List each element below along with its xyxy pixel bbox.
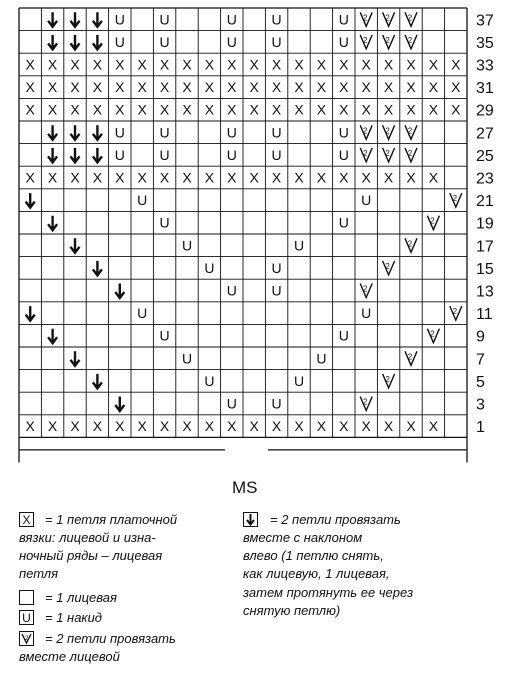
garter-stitch-cell: X (25, 169, 35, 186)
yarn-over-cell: U (159, 11, 170, 28)
knit-two-together-digit: 2 (385, 261, 390, 271)
yarn-over-cell: U (159, 146, 170, 163)
row-number-label: 13 (476, 283, 494, 301)
yarn-over-cell: U (114, 124, 125, 141)
knit-two-together-digit: 2 (407, 148, 413, 158)
yarn-over-cell: U (114, 11, 125, 28)
knit-two-together-digit: 2 (385, 13, 390, 23)
garter-stitch-cell: X (115, 418, 125, 435)
garter-stitch-cell: X (70, 56, 80, 73)
slip-knit-pass-icon (48, 35, 57, 50)
garter-stitch-cell: X (316, 79, 327, 96)
garter-stitch-cell: X (361, 101, 371, 118)
row-number-label: 37 (476, 12, 494, 30)
row-number-label: 27 (476, 125, 494, 143)
yarn-over-cell: U (226, 33, 237, 50)
knit-two-together-icon (20, 632, 33, 645)
knit-two-together-digit: 2 (385, 374, 390, 384)
garter-stitch-cell: X (159, 56, 170, 73)
garter-stitch-cell: X (47, 79, 58, 96)
garter-stitch-cell: X (70, 101, 80, 118)
knit-two-together-digit: 2 (385, 126, 390, 136)
garter-stitch-cell: X (428, 56, 439, 73)
slip-knit-pass-icon (26, 306, 35, 321)
garter-stitch-cell: X (137, 56, 147, 73)
slip-knit-pass-icon (48, 329, 57, 344)
garter-stitch-cell: X (25, 418, 35, 435)
row-number-label: 29 (476, 102, 494, 120)
garter-stitch-cell: X (204, 418, 215, 435)
garter-stitch-cell: X (361, 169, 371, 186)
slip-knit-pass-icon (244, 513, 257, 526)
garter-stitch-cell: X (204, 101, 215, 118)
garter-stitch-cell: X (339, 56, 349, 73)
yarn-over-cell: U (114, 146, 125, 163)
legend-v-line-4: как лицевую, 1 лицевая, (243, 566, 390, 581)
legend-y-line-2: вместе лицевой (19, 649, 120, 664)
legend-v-line-5: затем протянуть ее через (243, 585, 414, 600)
legend-x-symbol: X (19, 512, 34, 527)
knit-two-together-digit: 2 (452, 307, 458, 317)
garter-stitch-cell: X (316, 169, 327, 186)
slip-knit-pass-icon (93, 261, 102, 276)
row-number-label: 23 (476, 170, 494, 188)
garter-stitch-cell: X (383, 56, 394, 73)
knit-two-together-digit: 2 (385, 148, 390, 158)
yarn-over-cell: U (226, 395, 237, 412)
yarn-over-cell: U (204, 259, 215, 276)
row-number-label: 15 (476, 260, 494, 278)
knit-two-together-digit: 2 (407, 352, 413, 362)
garter-stitch-cell: X (361, 418, 371, 435)
garter-stitch-cell: X (428, 101, 439, 118)
legend-v-symbol (243, 512, 258, 527)
garter-stitch-cell: X (159, 418, 170, 435)
garter-stitch-cell: X (383, 101, 394, 118)
garter-stitch-cell: X (271, 169, 282, 186)
garter-stitch-cell: X (137, 169, 147, 186)
legend-x-line-3: ночный ряды – лицевая (19, 548, 163, 563)
garter-stitch-cell: X (339, 101, 349, 118)
garter-stitch-cell: X (92, 418, 103, 435)
garter-stitch-cell: X (316, 56, 327, 73)
garter-stitch-cell: X (406, 101, 416, 118)
slip-knit-pass-icon (71, 351, 80, 366)
garter-stitch-cell: X (47, 56, 58, 73)
knit-two-together-digit: 2 (362, 126, 368, 136)
garter-stitch-cell: X (137, 101, 147, 118)
garter-stitch-cell: X (47, 101, 58, 118)
garter-stitch-cell: X (361, 79, 371, 96)
legend-y-symbol (19, 631, 34, 646)
yarn-over-cell: U (271, 395, 282, 412)
knit-two-together-digit: 2 (362, 284, 368, 294)
slip-knit-pass-icon (71, 125, 80, 140)
yarn-over-cell: U (226, 146, 237, 163)
legend-v-line-3: влево (1 петлю снять, (243, 548, 384, 563)
legend-blank-text: = 1 лицевая (45, 590, 117, 605)
garter-stitch-cell: X (294, 418, 304, 435)
garter-stitch-cell: X (383, 169, 394, 186)
garter-stitch-cell: X (271, 418, 282, 435)
legend-v-line-1: = 2 петли провязать (270, 512, 401, 527)
garter-stitch-cell: X (227, 169, 237, 186)
garter-stitch-cell: X (25, 56, 35, 73)
knit-two-together-digit: 2 (430, 216, 435, 226)
legend-y-line-1: = 2 петли провязать (45, 631, 176, 646)
yarn-over-cell: U (338, 146, 349, 163)
legend-x-line-2: вязки: лицевой и изна- (19, 530, 156, 545)
yarn-over-cell: U (204, 372, 215, 389)
slip-knit-pass-icon (93, 35, 102, 50)
knit-two-together-digit: 2 (407, 13, 413, 23)
yarn-over-cell: U (293, 237, 305, 254)
slip-knit-pass-icon (93, 148, 102, 163)
garter-stitch-cell: X (451, 79, 461, 96)
legend-x-line-4: петля (19, 566, 59, 581)
garter-stitch-cell: X (428, 418, 439, 435)
garter-stitch-cell: X (271, 56, 282, 73)
garter-stitch-cell: X (428, 169, 439, 186)
knit-two-together-digit: 2 (362, 397, 368, 407)
knit-two-together-digit: 2 (362, 148, 368, 158)
yarn-over-cell: U (226, 11, 237, 28)
row-number-label: 7 (476, 351, 485, 369)
knit-two-together-digit: 2 (407, 35, 413, 45)
slip-knit-pass-icon (26, 193, 35, 208)
garter-stitch-cell: X (182, 169, 192, 186)
yarn-over-cell: U (159, 33, 170, 50)
legend-blank-symbol (19, 590, 34, 605)
garter-stitch-cell: X (70, 169, 80, 186)
garter-stitch-cell: X (115, 169, 125, 186)
garter-stitch-cell: X (294, 101, 304, 118)
garter-stitch-cell: X (227, 101, 237, 118)
slip-knit-pass-icon (93, 12, 102, 26)
garter-stitch-cell: X (115, 56, 125, 73)
yarn-over-cell: U (316, 350, 327, 367)
slip-knit-pass-icon (48, 12, 57, 26)
slip-knit-pass-icon (48, 148, 57, 163)
row-number-label: 9 (476, 328, 485, 346)
legend-u-symbol: U (19, 610, 34, 625)
garter-stitch-cell: X (428, 79, 439, 96)
garter-stitch-cell: X (25, 101, 35, 118)
garter-stitch-cell: X (137, 418, 147, 435)
row-number-label: 25 (476, 147, 494, 165)
row-number-label: 5 (476, 373, 485, 391)
yarn-over-cell: U (361, 192, 372, 209)
slip-knit-pass-icon (71, 238, 80, 253)
row-number-label: 21 (476, 193, 494, 211)
knit-two-together-digit: 2 (430, 329, 435, 339)
yarn-over-cell: U (271, 259, 282, 276)
knit-two-together-digit: 2 (362, 13, 368, 23)
yarn-over-cell: U (271, 33, 282, 50)
legend-v-line-6: снятую петлю) (243, 603, 341, 618)
garter-stitch-cell: X (227, 56, 237, 73)
knit-two-together-digit: 2 (452, 194, 458, 204)
garter-stitch-cell: X (137, 79, 147, 96)
yarn-over-cell: U (114, 33, 125, 50)
garter-stitch-cell: X (47, 169, 58, 186)
garter-stitch-cell: X (339, 169, 349, 186)
slip-knit-pass-icon (48, 216, 57, 231)
knit-two-together-digit: 2 (407, 126, 413, 136)
garter-stitch-cell: X (271, 101, 282, 118)
garter-stitch-cell: X (204, 56, 215, 73)
garter-stitch-cell: X (294, 79, 304, 96)
yarn-over-cell: U (293, 372, 305, 389)
garter-stitch-cell: X (451, 56, 461, 73)
slip-knit-pass-icon (93, 125, 102, 140)
garter-stitch-cell: X (406, 169, 416, 186)
row-number-label: 35 (476, 34, 494, 52)
yarn-over-cell: U (137, 192, 148, 209)
yarn-over-cell: U (361, 305, 372, 322)
garter-stitch-cell: X (182, 79, 192, 96)
garter-stitch-cell: X (339, 79, 349, 96)
yarn-over-cell: U (181, 237, 193, 254)
legend-u-text: = 1 накид (45, 610, 102, 625)
legend-x-line-1: = 1 петля платочной (45, 512, 178, 527)
garter-stitch-cell: X (406, 56, 416, 73)
garter-stitch-cell: X (294, 169, 304, 186)
garter-stitch-cell: X (383, 418, 394, 435)
slip-knit-pass-icon (115, 284, 124, 299)
garter-stitch-cell: X (182, 101, 192, 118)
garter-stitch-cell: X (339, 418, 349, 435)
yarn-over-cell: U (159, 214, 170, 231)
yarn-over-cell: U (338, 327, 349, 344)
row-number-label: 3 (476, 396, 485, 414)
garter-stitch-cell: X (451, 101, 461, 118)
garter-stitch-cell: X (92, 56, 103, 73)
garter-stitch-cell: X (227, 418, 237, 435)
garter-stitch-cell: X (159, 79, 170, 96)
yarn-over-cell: U (338, 214, 349, 231)
row-number-label: 19 (476, 215, 494, 233)
row-number-label: 17 (476, 238, 494, 256)
yarn-over-cell: U (159, 327, 170, 344)
garter-stitch-cell: X (249, 79, 259, 96)
yarn-over-cell: U (181, 350, 193, 367)
garter-stitch-cell: X (92, 101, 103, 118)
garter-stitch-cell: X (47, 418, 58, 435)
garter-stitch-cell: X (249, 56, 259, 73)
garter-stitch-cell: X (316, 418, 327, 435)
svg-text:2: 2 (25, 636, 29, 642)
garter-stitch-cell: X (406, 79, 416, 96)
yarn-over-cell: U (271, 146, 282, 163)
slip-knit-pass-icon (48, 125, 57, 140)
garter-stitch-cell: X (70, 79, 80, 96)
garter-stitch-cell: X (92, 169, 103, 186)
yarn-over-cell: U (226, 124, 237, 141)
garter-stitch-cell: X (115, 79, 125, 96)
garter-stitch-cell: X (227, 79, 237, 96)
row-number-label: 1 (476, 419, 485, 437)
garter-stitch-cell: X (383, 79, 394, 96)
knit-two-together-digit: 2 (407, 239, 413, 249)
yarn-over-cell: U (271, 124, 282, 141)
yarn-over-cell: U (271, 11, 282, 28)
legend-v-line-2: вместе с наклоном (243, 530, 363, 545)
garter-stitch-cell: X (249, 418, 259, 435)
garter-stitch-cell: X (204, 169, 215, 186)
knit-two-together-digit: 2 (385, 35, 390, 45)
garter-stitch-cell: X (159, 101, 170, 118)
slip-knit-pass-icon (71, 35, 80, 50)
row-number-label: 33 (476, 57, 494, 75)
knit-two-together-digit: 2 (362, 35, 368, 45)
garter-stitch-cell: X (361, 56, 371, 73)
ms-label: MS (232, 478, 258, 497)
garter-stitch-cell: X (182, 418, 192, 435)
yarn-over-cell: U (338, 11, 349, 28)
garter-stitch-cell: X (249, 101, 259, 118)
slip-knit-pass-icon (115, 397, 124, 412)
garter-stitch-cell: X (204, 79, 215, 96)
yarn-over-cell: U (271, 282, 282, 299)
garter-stitch-cell: X (92, 79, 103, 96)
yarn-over-cell: U (338, 124, 349, 141)
slip-knit-pass-icon (71, 148, 80, 163)
row-number-label: 31 (476, 80, 494, 98)
garter-stitch-cell: X (249, 169, 259, 186)
row-number-label: 11 (476, 306, 493, 324)
yarn-over-cell: U (137, 305, 148, 322)
slip-knit-pass-icon (93, 374, 102, 389)
garter-stitch-cell: X (406, 418, 416, 435)
garter-stitch-cell: X (159, 169, 170, 186)
slip-knit-pass-icon (71, 12, 80, 26)
yarn-over-cell: U (159, 124, 170, 141)
garter-stitch-cell: X (70, 418, 80, 435)
garter-stitch-cell: X (316, 101, 327, 118)
garter-stitch-cell: X (182, 56, 192, 73)
garter-stitch-cell: X (115, 101, 125, 118)
yarn-over-cell: U (338, 33, 349, 50)
garter-stitch-cell: X (294, 56, 304, 73)
garter-stitch-cell: X (25, 79, 35, 96)
yarn-over-cell: U (226, 282, 237, 299)
garter-stitch-cell: X (271, 79, 282, 96)
